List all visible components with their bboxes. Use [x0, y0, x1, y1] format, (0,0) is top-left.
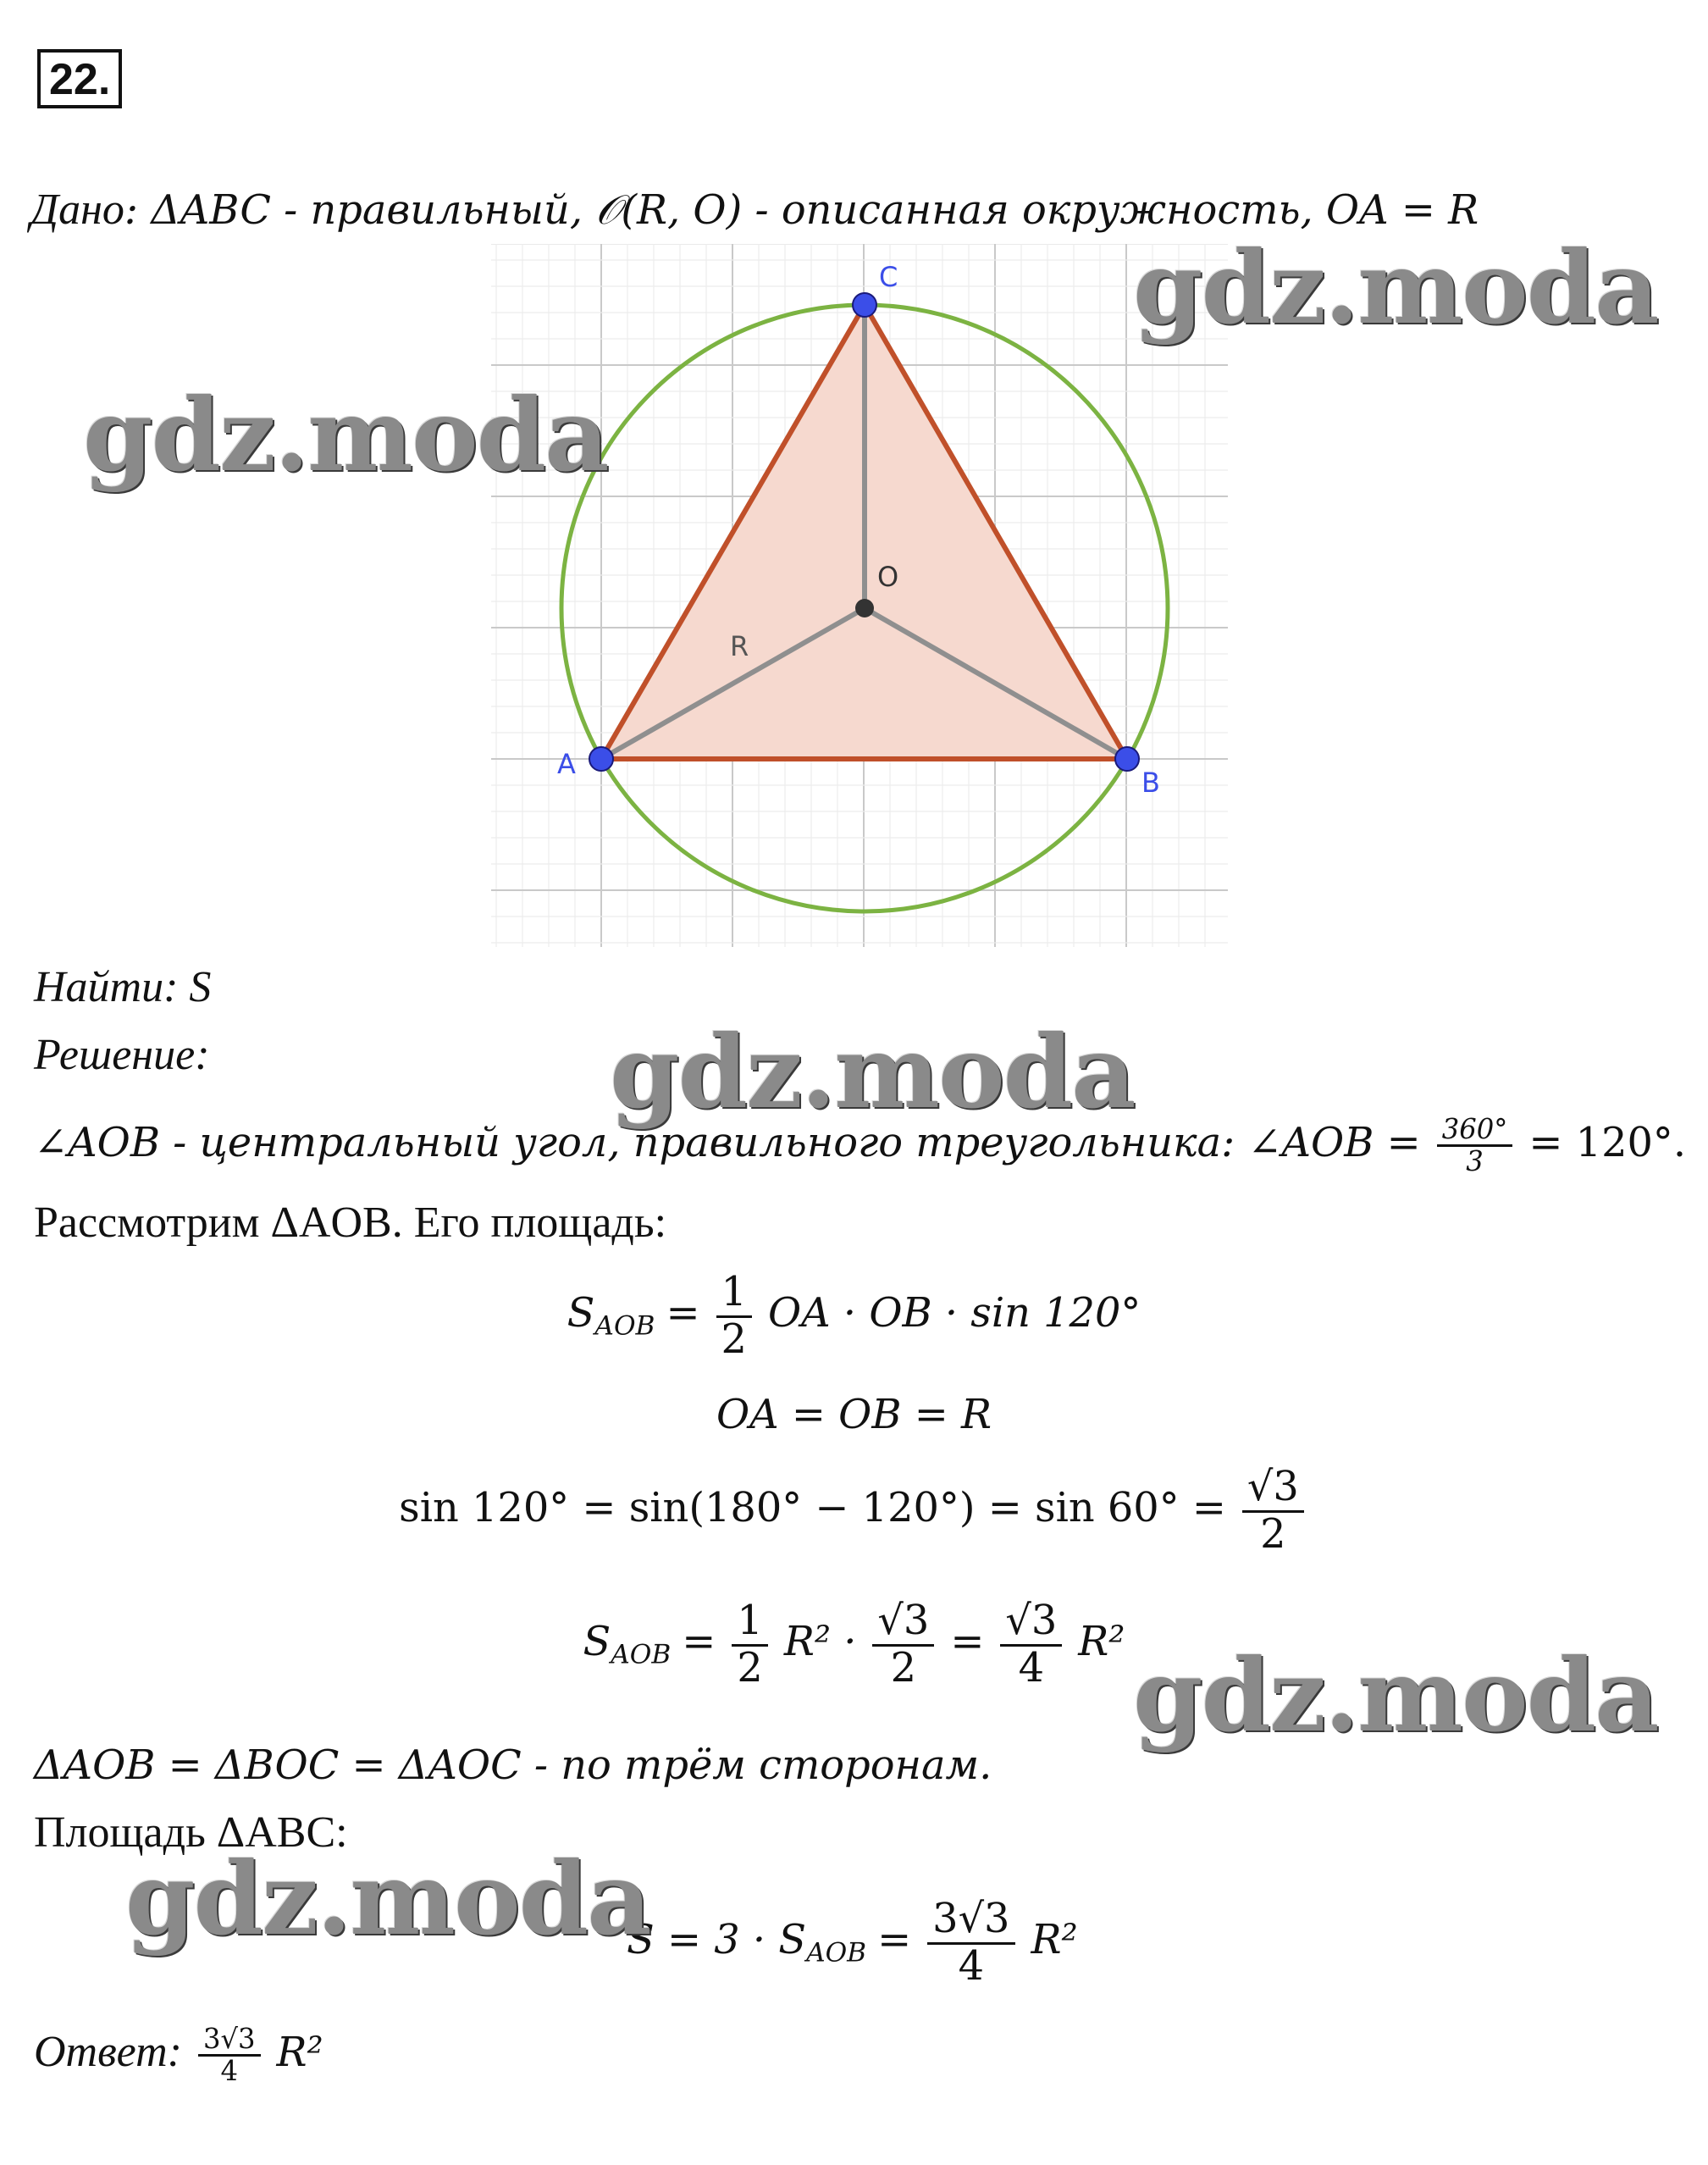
area-mid: R² · — [783, 1619, 857, 1666]
central-angle-result: = 120°. — [1528, 1119, 1687, 1166]
formula-radii — [0, 1389, 1708, 1441]
watermark: gdz.moda — [610, 1013, 1135, 1131]
formula-subscript: AOB — [594, 1310, 655, 1342]
area-equals-2: = — [950, 1619, 985, 1666]
fraction-denominator: 4 — [958, 1942, 985, 1990]
final-formula — [627, 1897, 1078, 1989]
solution-line — [34, 1030, 210, 1081]
fraction-denominator: 2 — [737, 1644, 763, 1692]
geometry-figure — [491, 244, 1228, 947]
point-b — [1115, 747, 1139, 771]
problem-number: 22. — [37, 49, 122, 108]
watermark: gdz.moda — [83, 376, 608, 494]
area-fraction-sqrt3-2 — [872, 1599, 934, 1691]
fraction-denominator: 2 — [890, 1644, 917, 1692]
area-abc-text: Площадь ΔABC: — [34, 1808, 348, 1857]
fraction-numerator: 1 — [732, 1599, 767, 1647]
area-subscript: AOB — [611, 1639, 672, 1670]
answer-label: Ответ — [34, 2027, 168, 2076]
formula-area-triangle — [0, 1271, 1708, 1362]
consider-text: Рассмотрим ΔAOB. Его площадь: — [34, 1199, 667, 1247]
answer-tail: R² — [276, 2029, 323, 2076]
final-equals: = — [877, 1917, 912, 1964]
final-tail: R² — [1031, 1917, 1078, 1964]
central-angle-text: ∠AOB - центральный угол, правильного треугольника: ∠AOB = — [34, 1119, 1421, 1166]
formula-equals: = — [666, 1290, 700, 1337]
fraction-numerator: √3 — [1242, 1465, 1304, 1513]
area-tail: R² — [1078, 1619, 1125, 1666]
fraction-denominator: 4 — [220, 2055, 238, 2088]
label-r: R — [730, 630, 749, 662]
find-label: Найти — [34, 963, 164, 1011]
formula-half — [716, 1271, 752, 1362]
answer-colon: : — [167, 2027, 182, 2076]
central-angle-fraction — [1437, 1115, 1513, 1177]
fraction-denominator: 2 — [1260, 1510, 1286, 1558]
point-a — [589, 747, 613, 771]
label-c: C — [879, 261, 898, 293]
label-o: O — [877, 561, 899, 593]
answer-fraction — [198, 2024, 261, 2087]
watermark: gdz.moda — [1133, 1636, 1658, 1754]
area-s: S — [583, 1619, 611, 1666]
congruent-text: ΔAOB = ΔBOC = ΔAOC - по трём сторонам. — [34, 1742, 992, 1789]
fraction-numerator: 1 — [716, 1271, 752, 1318]
formula-rhs: OA · OB · sin 120° — [767, 1290, 1141, 1337]
point-c — [853, 293, 876, 317]
find-text: : S — [163, 963, 212, 1011]
fraction-numerator: √3 — [872, 1599, 934, 1647]
fraction-denominator: 4 — [1018, 1644, 1045, 1692]
area-equals: = — [682, 1619, 716, 1666]
fraction-denominator: 2 — [721, 1315, 747, 1363]
final-fraction — [927, 1897, 1014, 1989]
label-a: A — [557, 748, 576, 780]
given-text: : ΔABC - правильный, 𝒪(R, O) - описанная окружность, OA = R — [124, 187, 1479, 234]
fraction-numerator: 3√3 — [198, 2024, 261, 2057]
find-line — [34, 962, 211, 1013]
label-b: B — [1141, 767, 1160, 799]
area-fraction-sqrt3-4 — [1000, 1599, 1062, 1691]
given-label: Дано — [30, 185, 124, 234]
sine-fraction — [1242, 1465, 1304, 1557]
watermark: gdz.moda — [1133, 229, 1658, 346]
fraction-numerator: 360° — [1437, 1115, 1513, 1147]
fraction-numerator: √3 — [1000, 1599, 1062, 1647]
area-fraction-half — [732, 1599, 767, 1691]
solution-label: Решение — [34, 1031, 196, 1079]
point-o — [855, 599, 874, 617]
consider-line — [34, 1198, 666, 1249]
sine-text: sin 120° = sin(180° − 120°) = sin 60° = — [399, 1485, 1226, 1532]
watermark: gdz.moda — [125, 1840, 650, 1957]
formula-s: S — [567, 1290, 595, 1337]
congruent-line — [34, 1740, 992, 1791]
answer-line — [34, 2024, 323, 2087]
formula-radii-text: OA = OB = R — [716, 1392, 992, 1438]
final-lhs: S = 3 · S — [627, 1917, 807, 1964]
solution-colon: : — [195, 1031, 210, 1079]
final-subscript: AOB — [806, 1937, 867, 1968]
fraction-denominator: 3 — [1466, 1145, 1484, 1178]
fraction-numerator: 3√3 — [927, 1897, 1014, 1945]
formula-sine — [0, 1465, 1708, 1557]
